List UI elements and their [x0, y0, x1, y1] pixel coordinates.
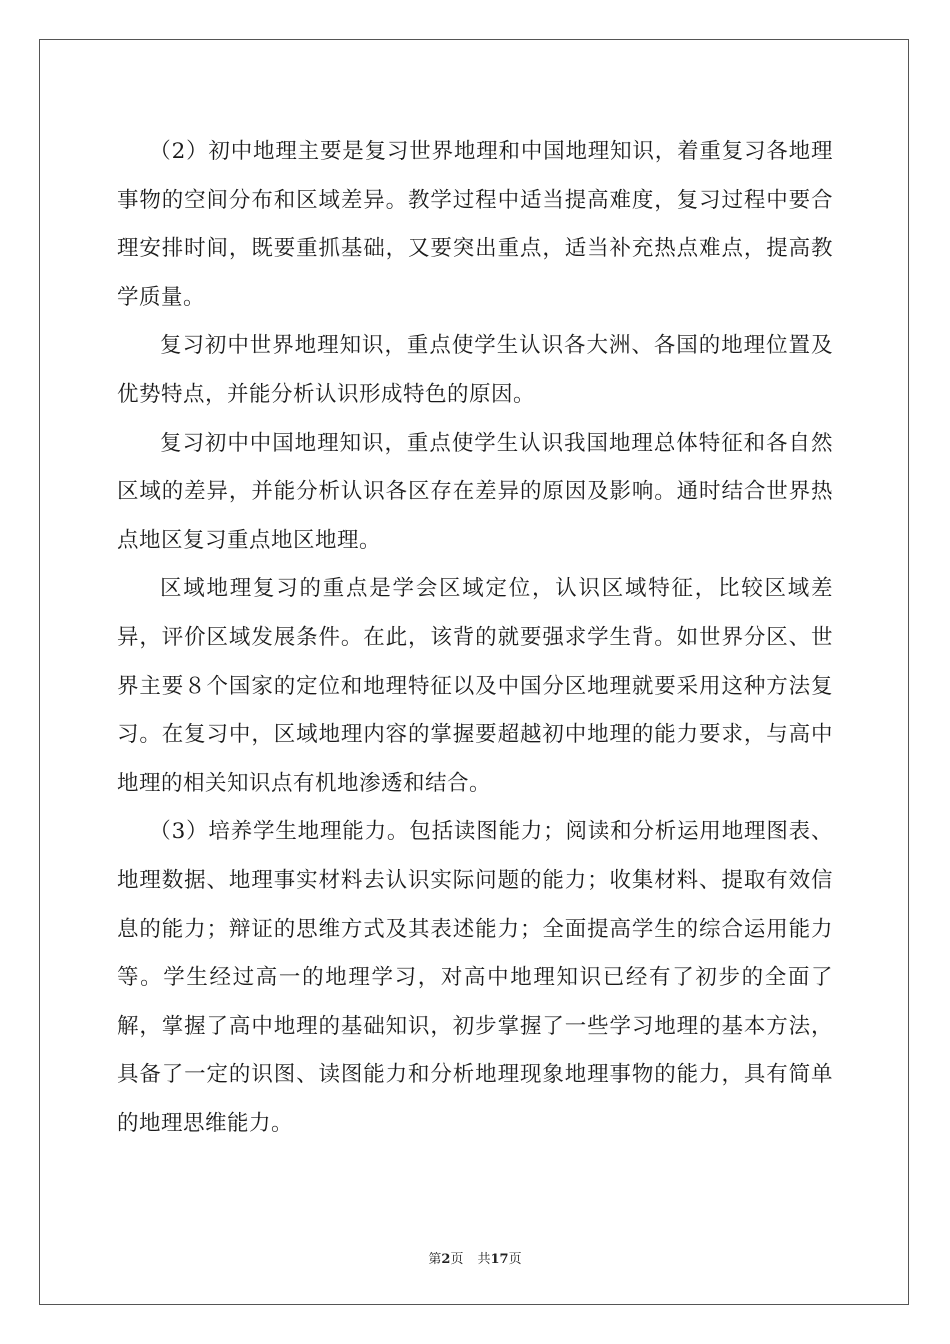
page-prefix: 第	[428, 1252, 442, 1267]
page-suffix: 页	[450, 1252, 464, 1267]
document-body	[117, 128, 833, 1148]
total-suffix: 页	[508, 1252, 522, 1267]
page-footer	[0, 1248, 950, 1267]
paragraph-4: 区域地理复习的重点是学会区域定位，认识区域特征，比较区域差异，评价区域发展条件。在此，该背的就要强求学生背。如世界分区、世界主要８个国家的定位和地理特征以及中国分区地理就要采用这种方法复习。在复习中，区域地理内容的掌握要超越初中地理的能力要求，与高中地理的相关知识点有机地渗透和结合。	[117, 576, 833, 796]
paragraph-3: 复习初中中国地理知识，重点使学生认识我国地理总体特征和各自然区域的差异，并能分析认识各区存在差异的原因及影响。通时结合世界热点地区复习重点地区地理。	[117, 430, 833, 553]
paragraph-1: （2）初中地理主要是复习世界地理和中国地理知识，着重复习各地理事物的空间分布和区域差异。教学过程中适当提高难度，复习过程中要合理安排时间，既要重抓基础，又要突出重点，适当补充热点难点，提高教学质量。	[117, 139, 833, 310]
page-number: 2	[441, 1252, 451, 1267]
paragraph-5: （3）培养学生地理能力。包括读图能力；阅读和分析运用地理图表、地理数据、地理事实材料去认识实际问题的能力；收集材料、提取有效信息的能力；辩证的思维方式及其表述能力；全面提高学生的综合运用能力等。学生经过高一的地理学习，对高中地理知识已经有了初步的全面了解，掌握了高中地理的基础知识，初步掌握了一些学习地理的基本方法，具备了一定的识图、读图能力和分析地理现象地理事物的能力，具有简单的地理思维能力。	[117, 819, 833, 1136]
total-prefix: 共	[477, 1252, 491, 1267]
total-pages: 17	[490, 1252, 509, 1267]
paragraph-2: 复习初中世界地理知识，重点使学生认识各大洲、各国的地理位置及优势特点，并能分析认识形成特色的原因。	[117, 333, 833, 407]
